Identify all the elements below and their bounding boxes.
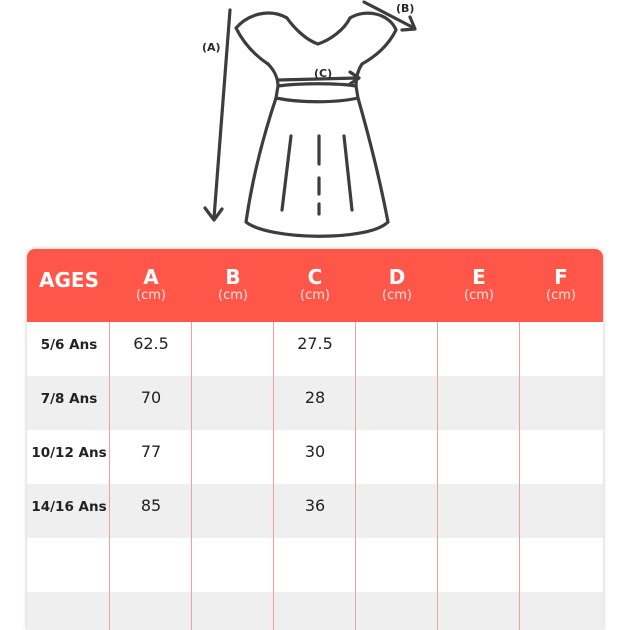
cell-c: 30 bbox=[304, 442, 326, 461]
header-col-d bbox=[356, 249, 438, 322]
dress-waist bbox=[276, 84, 358, 102]
dress-illustration bbox=[0, 0, 630, 245]
measure-b-label: (B) bbox=[396, 2, 415, 15]
column-divider bbox=[109, 322, 110, 630]
table-row bbox=[27, 376, 603, 430]
cell-b bbox=[192, 376, 274, 430]
cell-e bbox=[438, 484, 520, 538]
row-age bbox=[27, 538, 111, 592]
header-letter: C bbox=[307, 265, 323, 289]
header-unit: (cm) bbox=[464, 288, 494, 303]
dress-skirt bbox=[246, 98, 388, 236]
measure-c-label: (C) bbox=[314, 67, 333, 80]
dress-fold-right bbox=[344, 136, 352, 210]
header-unit: (cm) bbox=[300, 288, 330, 303]
cell-f bbox=[520, 484, 602, 538]
header-col-f bbox=[520, 249, 602, 322]
header-unit: (cm) bbox=[218, 288, 248, 303]
cell-a: 85 bbox=[140, 496, 162, 515]
header-ages: AGES bbox=[39, 268, 99, 292]
row-age: 14/16 Ans bbox=[31, 499, 107, 515]
cell-e bbox=[438, 376, 520, 430]
cell-f bbox=[520, 322, 602, 376]
dress-diagram bbox=[0, 0, 630, 245]
table-row bbox=[27, 484, 603, 538]
cell-b bbox=[192, 484, 274, 538]
header-letter: B bbox=[225, 265, 241, 289]
row-age: 10/12 Ans bbox=[31, 445, 107, 461]
cell-e bbox=[438, 322, 520, 376]
dress-right-sleeve bbox=[350, 13, 396, 64]
measure-a-label: (A) bbox=[202, 41, 221, 54]
header-col-a bbox=[110, 249, 192, 322]
cell-d bbox=[356, 430, 438, 484]
cell-b bbox=[192, 322, 274, 376]
table-row bbox=[27, 538, 603, 592]
table-row bbox=[27, 322, 603, 376]
cell-e bbox=[438, 430, 520, 484]
dress-left-sleeve bbox=[236, 13, 287, 64]
cell-f bbox=[520, 430, 602, 484]
header-letter: E bbox=[472, 265, 486, 289]
cell-a: 77 bbox=[140, 442, 162, 461]
row-age bbox=[27, 592, 111, 630]
column-divider bbox=[437, 322, 438, 630]
cell-c: 27.5 bbox=[297, 334, 333, 353]
table-row bbox=[27, 430, 603, 484]
cell-d bbox=[356, 376, 438, 430]
cell-c: 36 bbox=[304, 496, 326, 515]
row-age: 7/8 Ans bbox=[40, 391, 98, 407]
header-unit: (cm) bbox=[382, 288, 412, 303]
cell-d bbox=[356, 484, 438, 538]
row-age: 5/6 Ans bbox=[40, 337, 98, 353]
cell-f bbox=[520, 376, 602, 430]
cell-a: 70 bbox=[140, 388, 162, 407]
cell-a: 62.5 bbox=[133, 334, 169, 353]
table-header bbox=[27, 249, 603, 322]
column-divider bbox=[273, 322, 274, 630]
header-unit: (cm) bbox=[136, 288, 166, 303]
header-unit: (cm) bbox=[546, 288, 576, 303]
size-chart-table bbox=[27, 249, 603, 630]
header-letter: F bbox=[554, 265, 568, 289]
column-divider bbox=[191, 322, 192, 630]
dress-fold-left bbox=[282, 136, 291, 210]
column-divider bbox=[519, 322, 520, 630]
header-col-e bbox=[438, 249, 520, 322]
header-letter: D bbox=[388, 265, 406, 289]
header-col-b bbox=[192, 249, 274, 322]
header-col-c bbox=[274, 249, 356, 322]
cell-d bbox=[356, 322, 438, 376]
cell-b bbox=[192, 430, 274, 484]
column-divider bbox=[355, 322, 356, 630]
table-row bbox=[27, 592, 603, 630]
cell-c: 28 bbox=[304, 388, 326, 407]
header-letter: A bbox=[143, 265, 159, 289]
